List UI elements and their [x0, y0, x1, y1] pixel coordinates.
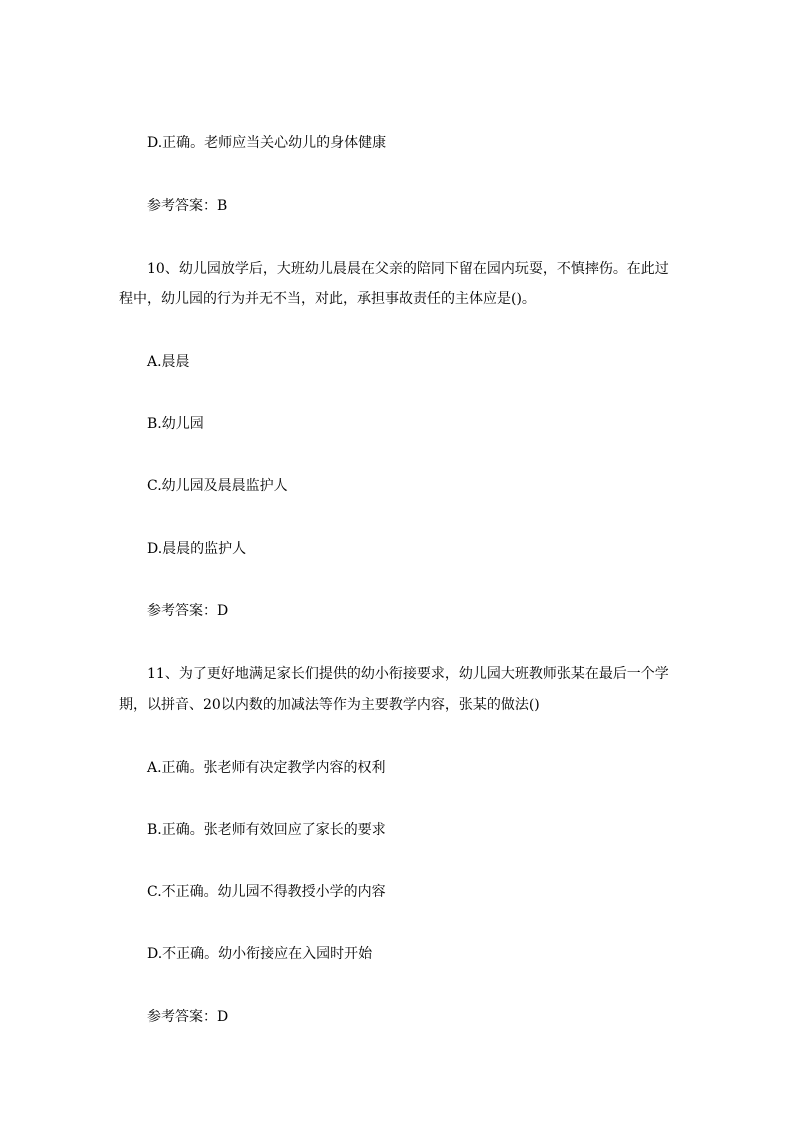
q11-answer: 参考答案：D [147, 1009, 229, 1025]
q10-stem-line2: 程中，幼儿园的行为并无不当，对此，承担事故责任的主体应是()。 [119, 291, 536, 307]
q11-option-b: B.正确。张老师有效回应了家长的要求 [147, 822, 386, 838]
q10-option-d: D.晨晨的监护人 [147, 541, 247, 557]
q10-answer: 参考答案：D [147, 603, 229, 619]
q11-option-a: A.正确。张老师有决定教学内容的权利 [147, 760, 386, 776]
q11-stem-line1: 11、为了更好地满足家长们提供的幼小衔接要求，幼儿园大班教师张某在最后一个学 [147, 666, 669, 682]
q10-option-b: B.幼儿园 [147, 416, 204, 432]
q10-option-a: A.晨晨 [147, 354, 190, 370]
prev-answer: 参考答案：B [147, 198, 228, 214]
q11-stem-line2: 期，以拼音、20以内数的加减法等作为主要教学内容，张某的做法() [119, 697, 540, 713]
q11-option-d: D.不正确。幼小衔接应在入园时开始 [147, 946, 373, 962]
q11-option-c: C.不正确。幼儿园不得教授小学的内容 [147, 884, 386, 900]
q10-option-c: C.幼儿园及晨晨监护人 [147, 478, 288, 494]
prev-option-d: D.正确。老师应当关心幼儿的身体健康 [147, 135, 387, 151]
q10-stem-line1: 10、幼儿园放学后，大班幼儿晨晨在父亲的陪同下留在园内玩耍，不慎摔伤。在此过 [147, 261, 669, 277]
